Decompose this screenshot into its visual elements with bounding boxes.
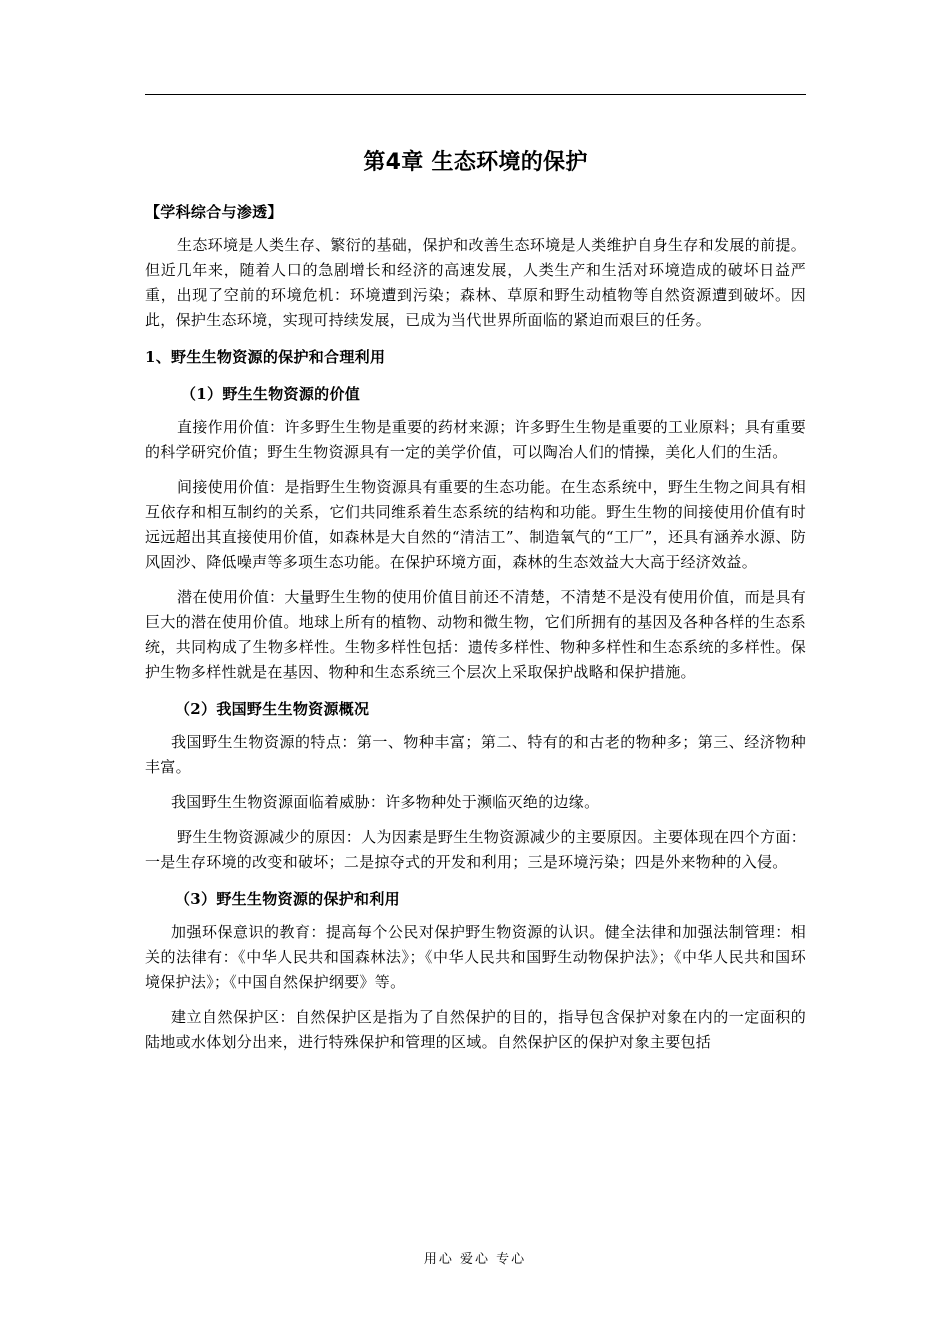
document-body — [145, 140, 806, 1065]
heading-1-3: （3）野生生物资源的保护和利用 — [175, 890, 400, 908]
paragraph-threat: 我国野生生物资源面临着威胁：许多物种处于濒临灭绝的边缘。 — [171, 793, 600, 811]
paragraph-potential-value: 潜在使用价值：大量野生生物的使用价值目前还不清楚，不清楚不是没有使用价值，而是具有巨大的潜在使用价值。地球上所有的植物、动物和微生物，它们所拥有的基因及各种各样的生态系统，共同构成了生物多样性。生物多样性包括：遗传多样性、物种多样性和生态系统的多样性。保护生物多样性就是在基因、物种和生态系统三个层次上采取保护战略和保护措施。 — [145, 588, 806, 681]
intro-paragraph: 生态环境是人类生存、繁衍的基础，保护和改善生态环境是人类维护自身生存和发展的前提。但近几年来，随着人口的急剧增长和经济的高速发展，人类生产和生活对环境造成的破坏日益严重，出现了空前的环境危机：环境遭到污染；森林、草原和野生动植物等自然资源遭到破坏。因此，保护生态环境，实现可持续发展，已成为当代世界所面临的紧迫而艰巨的任务。 — [145, 236, 806, 329]
header-rule — [145, 94, 806, 95]
chapter-title: 第4章 生态环境的保护 — [363, 150, 588, 175]
paragraph-reserve: 建立自然保护区：自然保护区是指为了自然保护的目的，指导包含保护对象在内的一定面积的陆地或水体划分出来，进行特殊保护和管理的区域。自然保护区的保护对象主要包括 — [145, 1008, 806, 1051]
paragraph-education: 加强环保意识的教育：提高每个公民对保护野生物资源的认识。健全法律和加强法制管理：相关的法律有：《中华人民共和国森林法》；《中华人民共和国野生动物保护法》；《中华人民共和国环境保护法》；《中国自然保护纲要》等。 — [145, 923, 806, 991]
section-tag: 【学科综合与渗透】 — [145, 203, 283, 221]
heading-1-1: （1）野生生物资源的价值 — [181, 385, 361, 403]
paragraph-direct-value: 直接作用价值：许多野生生物是重要的药材来源；许多野生生物是重要的工业原料；具有重要的科学研究价值；野生生物资源具有一定的美学价值，可以陶冶人们的情操，美化人们的生活。 — [145, 418, 806, 461]
paragraph-reason: 野生生物资源减少的原因：人为因素是野生生物资源减少的主要原因。主要体现在四个方面：一是生存环境的改变和破坏；二是掠夺式的开发和利用；三是环境污染；四是外来物种的入侵。 — [145, 828, 806, 871]
heading-1-2: （2）我国野生生物资源概况 — [175, 700, 370, 718]
paragraph-indirect-value: 间接使用价值：是指野生生物资源具有重要的生态功能。在生态系统中，野生生物之间具有相互依存和相互制约的关系，它们共同维系着生态系统的结构和功能。野生生物的间接使用价值有时远远超出其直接使用价值，如森林是大自然的“清洁工”、制造氧气的“工厂”，还具有涵养水源、防风固沙、降低噪声等多项生态功能。在保护环境方面，森林的生态效益大大高于经济效益。 — [145, 478, 806, 571]
paragraph-features: 我国野生生物资源的特点：第一、物种丰富；第二、特有的和古老的物种多；第三、经济物种丰富。 — [145, 733, 806, 776]
page-footer: 用心 爱心 专心 — [423, 1252, 527, 1267]
heading-1: 1、野生生物资源的保护和合理利用 — [145, 348, 386, 366]
